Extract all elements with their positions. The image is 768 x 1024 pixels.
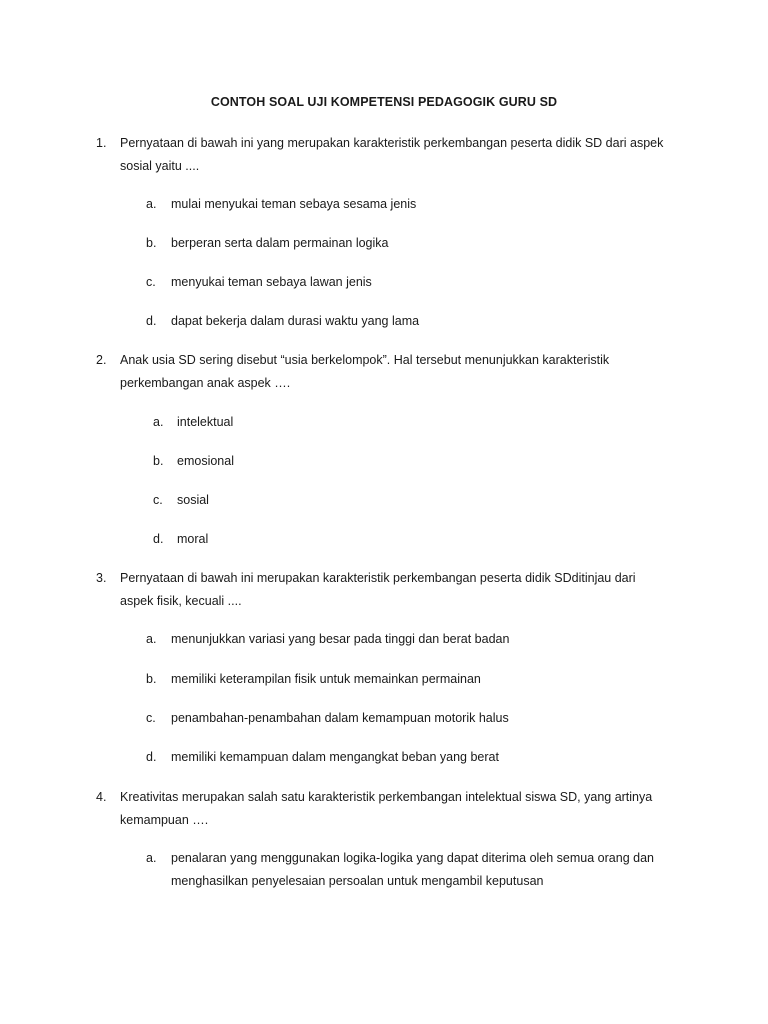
- option-text: emosional: [177, 454, 234, 468]
- option-text-line: menghasilkan penyelesaian persoalan untuk mengambil keputusan: [171, 874, 544, 888]
- question-text-line: aspek fisik, kecuali ....: [120, 594, 242, 608]
- option-text: dapat bekerja dalam durasi waktu yang lama: [171, 314, 420, 328]
- option-letter: a.: [146, 197, 157, 211]
- question-text-line: Anak usia SD sering disebut “usia berkelompok”. Hal tersebut menunjukkan karakteristik: [120, 353, 610, 367]
- question-text: [120, 786, 700, 832]
- question-text-line: perkembangan anak aspek ….: [120, 376, 291, 390]
- option-text: penambahan-penambahan dalam kemampuan motorik halus: [171, 711, 509, 725]
- option-letter: b.: [146, 672, 157, 686]
- question-number: 2.: [96, 353, 107, 367]
- option-letter: d.: [146, 314, 157, 328]
- question-text-line: sosial yaitu ....: [120, 159, 200, 173]
- option-text: berperan serta dalam permainan logika: [171, 236, 389, 250]
- question-text-line: Pernyataan di bawah ini merupakan karakteristik perkembangan peserta didik SDditinjau dari: [120, 571, 636, 585]
- question-number: 1.: [96, 136, 107, 150]
- option-text: menunjukkan variasi yang besar pada tinggi dan berat badan: [171, 632, 510, 646]
- question-text: [120, 567, 700, 613]
- option-letter: c.: [153, 493, 163, 507]
- option-text: memiliki kemampuan dalam mengangkat beban yang berat: [171, 750, 499, 764]
- question-number: 4.: [96, 790, 107, 804]
- question-text-line: Kreativitas merupakan salah satu karakteristik perkembangan intelektual siswa SD, yang artinya: [120, 790, 653, 804]
- option-text: sosial: [177, 493, 209, 507]
- question-text-line: kemampuan ….: [120, 813, 209, 827]
- question-number: 3.: [96, 571, 107, 585]
- document-title: CONTOH SOAL UJI KOMPETENSI PEDAGOGIK GURU SD: [210, 95, 558, 109]
- option-letter: d.: [153, 532, 164, 546]
- option-letter: a.: [146, 632, 157, 646]
- option-text: intelektual: [177, 415, 234, 429]
- option-text-line: penalaran yang menggunakan logika-logika yang dapat diterima oleh semua orang dan: [171, 851, 654, 865]
- option-letter: c.: [146, 275, 156, 289]
- option-letter: c.: [146, 711, 156, 725]
- question-text: [120, 132, 700, 178]
- option-letter: a.: [146, 851, 157, 865]
- option-text: [171, 847, 671, 893]
- option-letter: d.: [146, 750, 157, 764]
- option-text: mulai menyukai teman sebaya sesama jenis: [171, 197, 417, 211]
- option-text: memiliki keterampilan fisik untuk memainkan permainan: [171, 672, 481, 686]
- option-letter: a.: [153, 415, 164, 429]
- question-text: [120, 349, 700, 395]
- option-letter: b.: [146, 236, 157, 250]
- option-text: menyukai teman sebaya lawan jenis: [171, 275, 372, 289]
- option-letter: b.: [153, 454, 164, 468]
- option-text: moral: [177, 532, 209, 546]
- question-text-line: Pernyataan di bawah ini yang merupakan karakteristik perkembangan peserta didik SD dari aspek: [120, 136, 664, 150]
